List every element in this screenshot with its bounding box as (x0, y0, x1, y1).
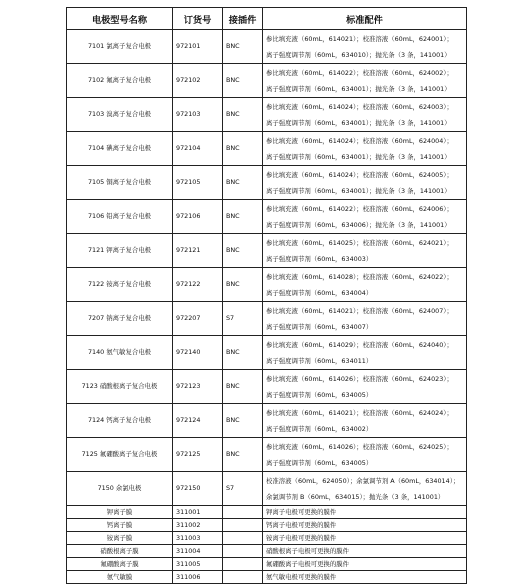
connector-type: BNC (223, 268, 263, 302)
electrode-name: 7121 钾离子复合电极 (67, 234, 173, 268)
accessories (263, 268, 467, 302)
table-row (67, 98, 467, 132)
accessory-line: 离子强度调节剂（60mL，634001）；抛光条（3 条，141001） (266, 152, 451, 161)
header-order-number: 订货号 (173, 8, 223, 30)
electrode-name: 7123 硝酸根离子复合电极 (67, 370, 173, 404)
membrane-row (67, 519, 467, 532)
connector-type: BNC (223, 336, 263, 370)
accessory-line: 参比填充液（60mL，614024）；校准溶液（60mL，624004）； (266, 136, 453, 145)
accessory-line: 参比填充液（60mL，614026）；校准溶液（60mL，624025）； (266, 442, 453, 451)
connector-type: BNC (223, 30, 263, 64)
electrode-name: 7102 氟离子复合电极 (67, 64, 173, 98)
accessory-line: 参比填充液（60mL，614026）；校准溶液（60mL，624023）； (266, 374, 453, 383)
membrane-name: 硝酸根离子膜 (67, 545, 173, 558)
electrode-name: 7104 碘离子复合电极 (67, 132, 173, 166)
accessory-line: 离子强度调节剂（60mL，634003） (266, 254, 373, 263)
accessories (263, 302, 467, 336)
accessory-line: 参比填充液（60mL，614021）；校准溶液（60mL，624007）； (266, 306, 453, 315)
table-row (67, 336, 467, 370)
header-standard-accessories: 标准配件 (263, 8, 467, 30)
connector-type (223, 506, 263, 519)
accessories: 钙离子电极可更换的膜件 (263, 519, 467, 532)
order-number: 311006 (173, 571, 223, 584)
accessory-line: 离子强度调节剂（60mL，634004） (266, 288, 373, 297)
order-number: 972101 (173, 30, 223, 64)
order-number: 972150 (173, 472, 223, 506)
order-number: 972207 (173, 302, 223, 336)
order-number: 311005 (173, 558, 223, 571)
membrane-row (67, 558, 467, 571)
connector-type: S7 (223, 472, 263, 506)
table-row (67, 166, 467, 200)
electrode-name: 7122 铵离子复合电极 (67, 268, 173, 302)
table-row (67, 200, 467, 234)
order-number: 972104 (173, 132, 223, 166)
electrode-table (66, 7, 467, 584)
accessories (263, 404, 467, 438)
accessory-line: 参比填充液（60mL，614022）；校准溶液（60mL，624006）； (266, 204, 453, 213)
membrane-name: 铵离子膜 (67, 532, 173, 545)
order-number: 972124 (173, 404, 223, 438)
table-row (67, 302, 467, 336)
membrane-row (67, 545, 467, 558)
accessory-line: 离子强度调节剂（60mL，634010）；抛光条（3 条，141001） (266, 50, 451, 59)
connector-type: BNC (223, 166, 263, 200)
table-body (67, 30, 467, 584)
accessories: 钾离子电极可更换的膜件 (263, 506, 467, 519)
connector-type: BNC (223, 370, 263, 404)
accessory-line: 离子强度调节剂（60mL，634001）；抛光条（3 条，141001） (266, 186, 451, 195)
order-number: 972102 (173, 64, 223, 98)
accessory-line: 余氯调节剂 B（60mL，634015）；抛光条（3 条，141001） (266, 492, 445, 501)
order-number: 972105 (173, 166, 223, 200)
membrane-name: 氨气敏膜 (67, 571, 173, 584)
electrode-name: 7105 铜离子复合电极 (67, 166, 173, 200)
electrode-name: 7150 余氯电极 (67, 472, 173, 506)
electrode-name: 7106 铅离子复合电极 (67, 200, 173, 234)
header-connector: 接插件 (223, 8, 263, 30)
accessories: 铵离子电极可更换的膜件 (263, 532, 467, 545)
order-number: 972122 (173, 268, 223, 302)
accessories (263, 64, 467, 98)
connector-type (223, 519, 263, 532)
table-row (67, 472, 467, 506)
electrode-name: 7124 钙离子复合电极 (67, 404, 173, 438)
connector-type: BNC (223, 200, 263, 234)
connector-type: BNC (223, 64, 263, 98)
connector-type: BNC (223, 98, 263, 132)
order-number: 972106 (173, 200, 223, 234)
electrode-name: 7103 溴离子复合电极 (67, 98, 173, 132)
accessories (263, 472, 467, 506)
connector-type (223, 545, 263, 558)
connector-type (223, 558, 263, 571)
membrane-name: 钾离子膜 (67, 506, 173, 519)
accessory-line: 参比填充液（60mL，614024）；校准溶液（60mL，624003）； (266, 102, 453, 111)
accessories (263, 132, 467, 166)
accessory-line: 参比填充液（60mL，614021）；校准溶液（60mL，624024）； (266, 408, 453, 417)
electrode-name: 7207 钠离子复合电极 (67, 302, 173, 336)
accessory-line: 离子强度调节剂（60mL，634005） (266, 390, 373, 399)
order-number: 972103 (173, 98, 223, 132)
order-number: 311003 (173, 532, 223, 545)
accessory-line: 离子强度调节剂（60mL，634007） (266, 322, 373, 331)
accessories (263, 370, 467, 404)
accessory-line: 参比填充液（60mL，614028）；校准溶液（60mL，624022）； (266, 272, 453, 281)
accessories: 硝酸根离子电极可更换的膜件 (263, 545, 467, 558)
connector-type: BNC (223, 404, 263, 438)
electrode-name: 7101 氯离子复合电极 (67, 30, 173, 64)
connector-type: S7 (223, 302, 263, 336)
table-row (67, 132, 467, 166)
accessories (263, 166, 467, 200)
accessory-line: 参比填充液（60mL，614029）；校准溶液（60mL，624040）； (266, 340, 453, 349)
accessories: 氨气敏电极可更换的膜件 (263, 571, 467, 584)
accessories (263, 30, 467, 64)
connector-type: BNC (223, 234, 263, 268)
header-model-name: 电极型号名称 (67, 8, 173, 30)
electrode-name: 7125 氟硼酸离子复合电极 (67, 438, 173, 472)
accessory-line: 参比填充液（60mL，614022）；校准溶液（60mL，624002）； (266, 68, 453, 77)
accessories: 氟硼酸离子电极可更换的膜件 (263, 558, 467, 571)
order-number: 972140 (173, 336, 223, 370)
membrane-row (67, 532, 467, 545)
accessories (263, 438, 467, 472)
accessories (263, 234, 467, 268)
connector-type (223, 571, 263, 584)
order-number: 972125 (173, 438, 223, 472)
accessory-line: 离子强度调节剂（60mL，634001）；抛光条（3 条，141001） (266, 84, 451, 93)
order-number: 311004 (173, 545, 223, 558)
membrane-row (67, 506, 467, 519)
table-header-row (67, 8, 467, 30)
electrode-name: 7140 氨气敏复合电极 (67, 336, 173, 370)
connector-type: BNC (223, 132, 263, 166)
accessories (263, 200, 467, 234)
table-row (67, 64, 467, 98)
table-row (67, 234, 467, 268)
table-row (67, 404, 467, 438)
accessory-line: 参比填充液（60mL，614024）；校准溶液（60mL，624005）； (266, 170, 453, 179)
accessory-line: 离子强度调节剂（60mL，634002） (266, 424, 373, 433)
accessory-line: 参比填充液（60mL，614025）；校准溶液（60mL，624021）； (266, 238, 453, 247)
membrane-name: 氟硼酸离子膜 (67, 558, 173, 571)
table-row (67, 30, 467, 64)
table-row (67, 438, 467, 472)
accessory-line: 离子强度调节剂（60mL，634006）；抛光条（3 条，141001） (266, 220, 451, 229)
order-number: 311002 (173, 519, 223, 532)
table-row (67, 268, 467, 302)
accessory-line: 离子强度调节剂（60mL，634011） (266, 356, 373, 365)
accessory-line: 离子强度调节剂（60mL，634005） (266, 458, 373, 467)
electrode-table-document (66, 7, 466, 584)
accessories (263, 98, 467, 132)
accessory-line: 参比填充液（60mL，614021）；校准溶液（60mL，624001）； (266, 34, 453, 43)
table-row (67, 370, 467, 404)
order-number: 972123 (173, 370, 223, 404)
order-number: 311001 (173, 506, 223, 519)
connector-type (223, 532, 263, 545)
accessory-line: 离子强度调节剂（60mL，634001）；抛光条（3 条，141001） (266, 118, 451, 127)
membrane-row (67, 571, 467, 584)
connector-type: BNC (223, 438, 263, 472)
accessory-line: 校准溶液（60mL，624050）；余氯调节剂 A（60mL，634014）； (266, 476, 460, 485)
accessories (263, 336, 467, 370)
membrane-name: 钙离子膜 (67, 519, 173, 532)
order-number: 972121 (173, 234, 223, 268)
